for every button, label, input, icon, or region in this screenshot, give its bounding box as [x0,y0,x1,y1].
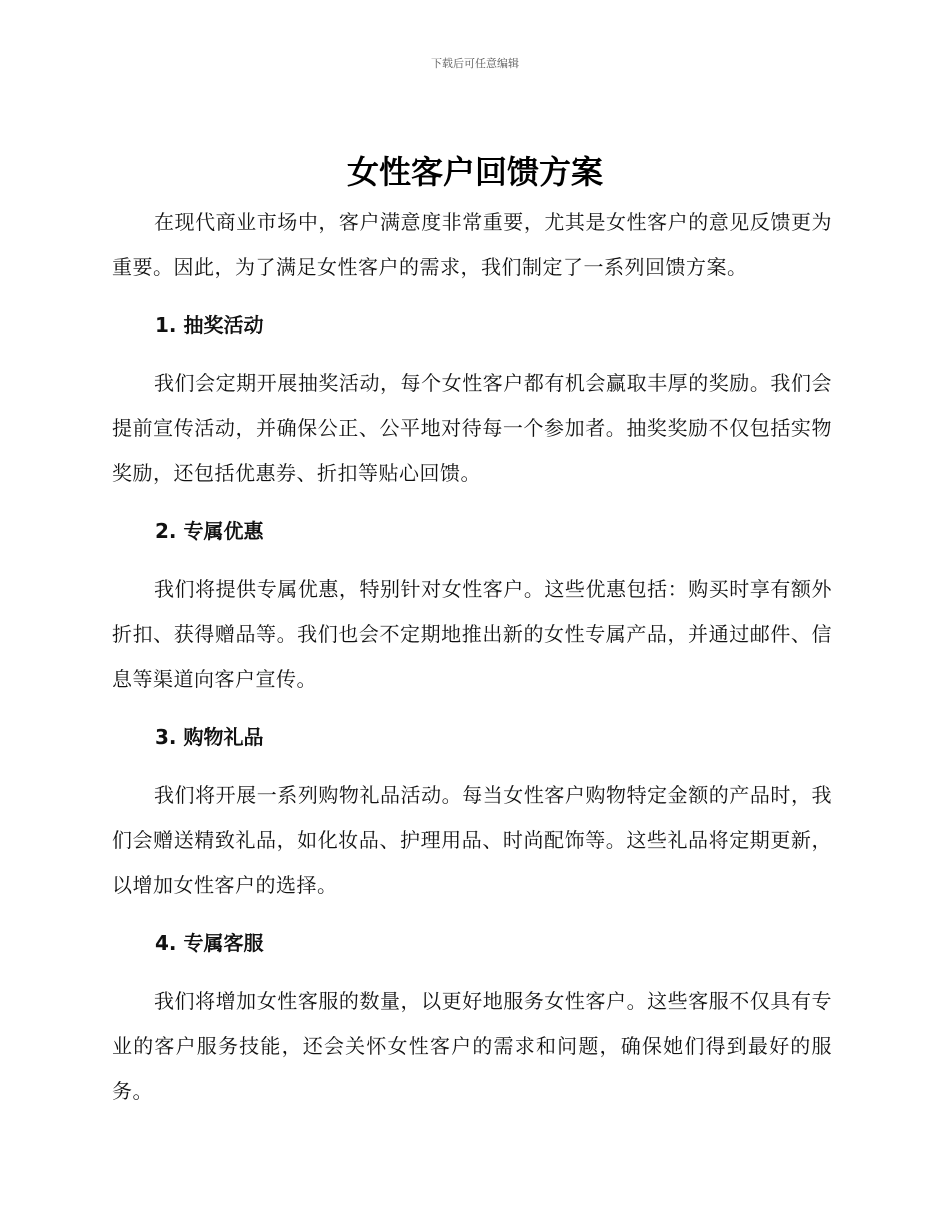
document-title: 女性客户回馈方案 [346,153,603,191]
section-body-customer-service: 我们将增加女性客服的数量，以更好地服务女性客户。这些客服不仅具有专业的客户服务技能，还会关怀女性客户的需求和问题，确保她们得到最好的服务。 [112,989,832,1103]
section-body-lottery: 我们会定期开展抽奖活动，每个女性客户都有机会赢取丰厚的奖励。我们会提前宣传活动，并确保公正、公平地对待每一个参加者。抽奖奖励不仅包括实物奖励，还包括优惠券、折扣等贴心回馈。 [112,371,832,485]
section-body-exclusive-offers: 我们将提供专属优惠，特别针对女性客户。这些优惠包括：购买时享有额外折扣、获得赠品等。我们也会不定期地推出新的女性专属产品，并通过邮件、信息等渠道向客户宣传。 [112,577,832,691]
document-body [112,200,832,1114]
section-body-shopping-gifts: 我们将开展一系列购物礼品活动。每当女性客户购物特定金额的产品时，我们会赠送精致礼品，如化妆品、护理用品、时尚配饰等。这些礼品将定期更新，以增加女性客户的选择。 [112,783,832,897]
section-heading-exclusive-offers: 2. 专属优惠 [155,519,264,543]
section-heading-shopping-gifts: 3. 购物礼品 [155,725,264,749]
intro-paragraph: 在现代商业市场中，客户满意度非常重要，尤其是女性客户的意见反馈更为重要。因此，为了满足女性客户的需求，我们制定了一系列回馈方案。 [112,210,832,279]
page-header-note: 下载后可任意编辑 [431,57,519,70]
section-heading-customer-service: 4. 专属客服 [155,931,264,955]
section-heading-lottery: 1. 抽奖活动 [155,313,264,337]
